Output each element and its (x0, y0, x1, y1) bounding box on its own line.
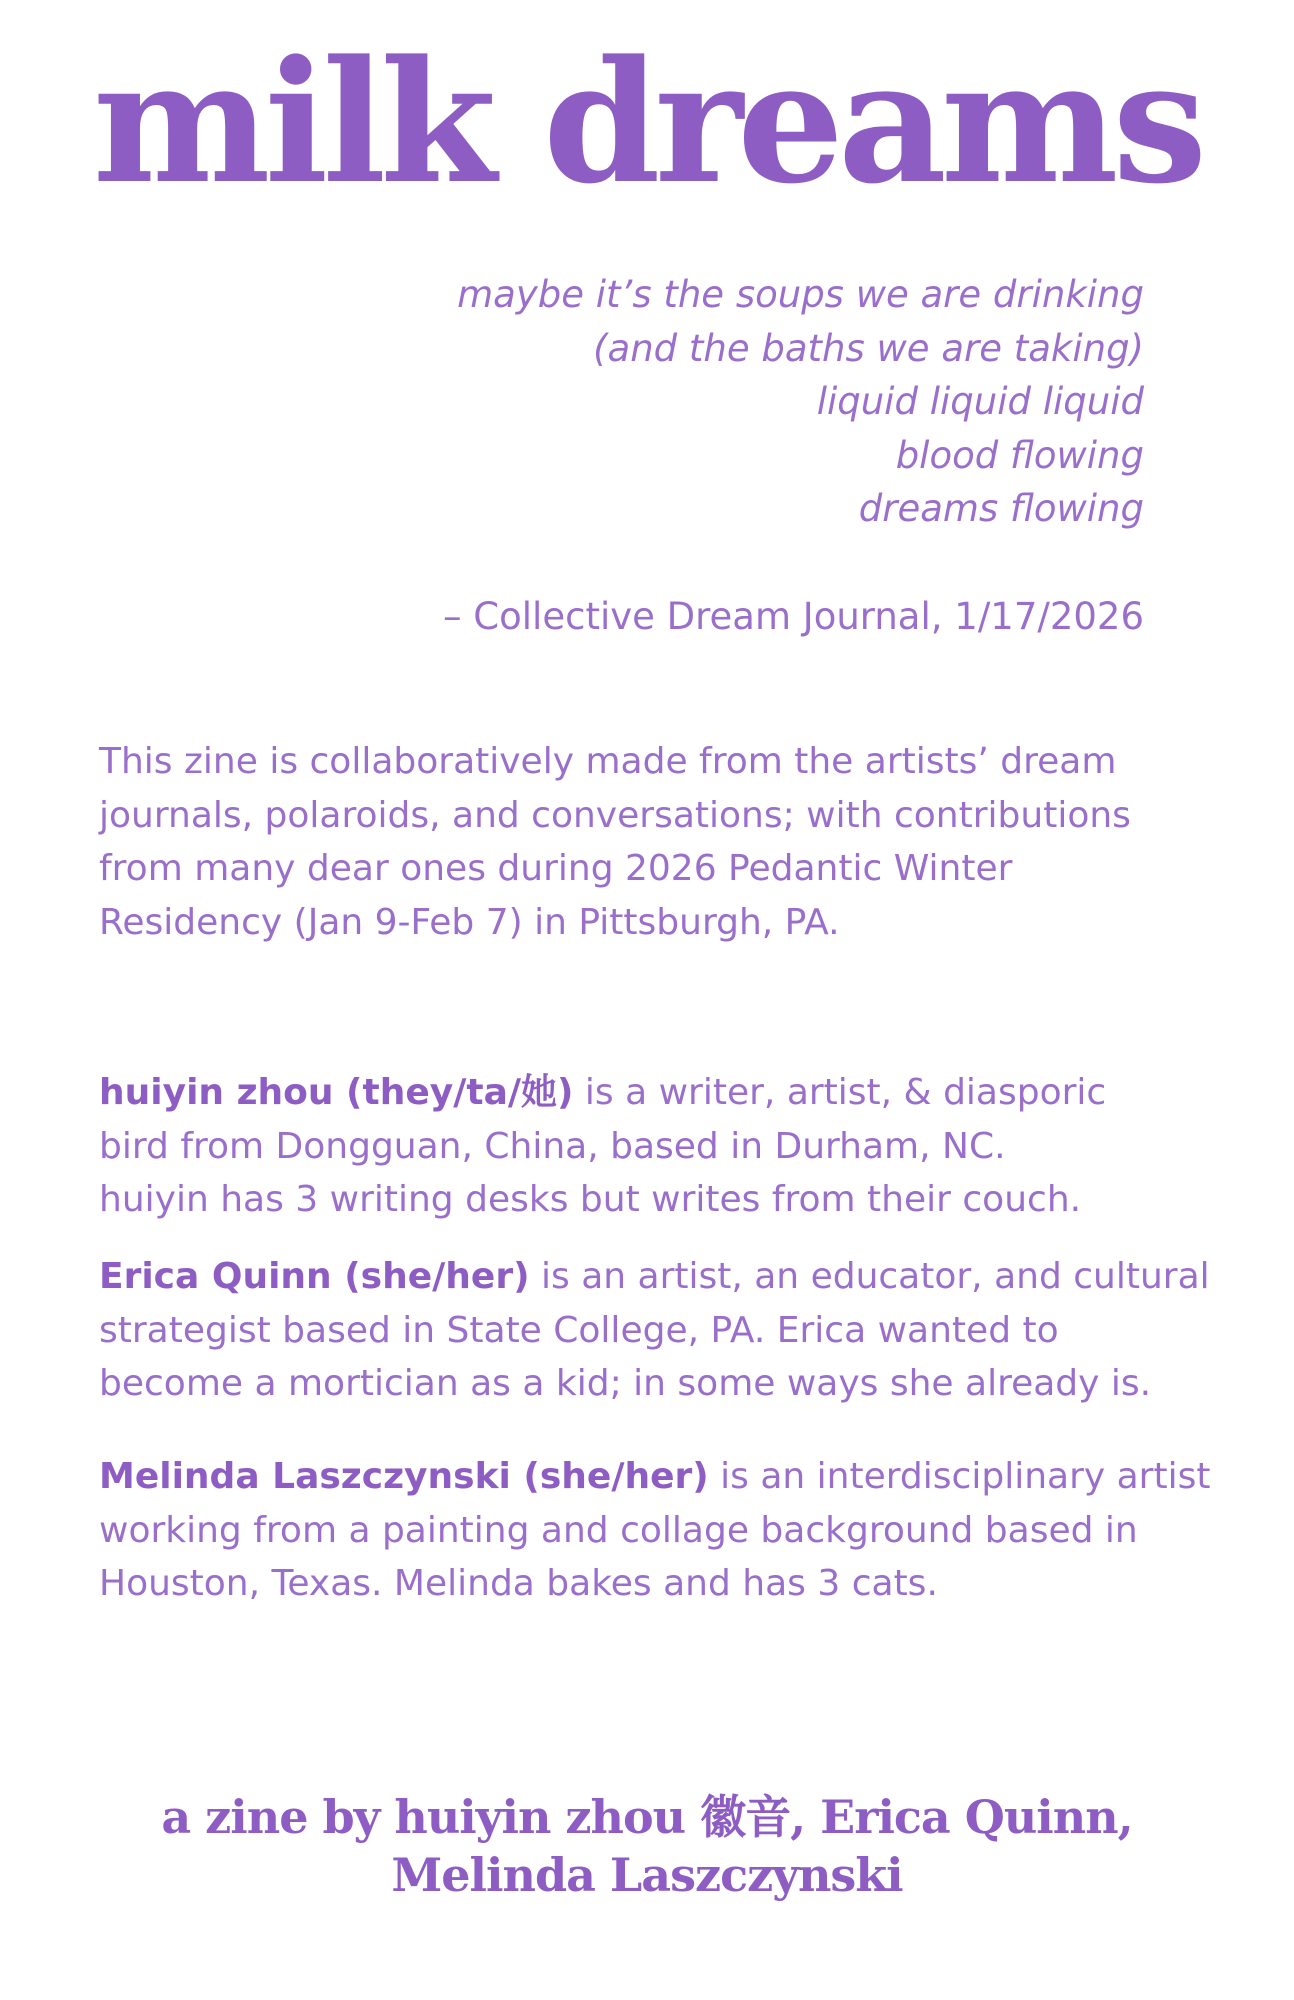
bio-text: is an artist, an educator, and cultural (529, 1256, 1210, 1297)
bio-text: is an interdisciplinary artist (708, 1456, 1211, 1497)
bio-text: is a writer, artist, & diasporic (573, 1072, 1107, 1113)
poem-line: dreams flowing (858, 487, 1144, 530)
bio-first-line (99, 1250, 1249, 1304)
zine-title: milk dreams (92, 23, 1202, 221)
bio-line: huiyin has 3 writing desks but writes from their couch. (99, 1179, 1082, 1220)
poem (344, 268, 1144, 536)
bio-first-line (99, 1066, 1249, 1120)
bio-name: Melinda Laszczynski (she/her) (99, 1456, 709, 1497)
credit-line: a zine by huiyin zhou 徽音, Erica Quinn, (161, 1790, 1133, 1844)
credit-line: Melinda Laszczynski (391, 1848, 903, 1902)
bio-first-line (99, 1450, 1249, 1504)
intro-paragraph (99, 735, 1199, 949)
bio-line: strategist based in State College, PA. Erica wanted to (99, 1309, 1059, 1351)
bio-erica-quinn (99, 1250, 1249, 1411)
intro-line: journals, polaroids, and conversations; with contributions (99, 794, 1131, 836)
poem-line: (and the baths we are taking) (593, 326, 1144, 370)
zine-credit (0, 1788, 1294, 1904)
poem-line: blood flowing (895, 433, 1144, 477)
intro-line: from many dear ones during 2026 Pedantic Winter (99, 848, 1013, 889)
poem-attribution: – Collective Dream Journal, 1/17/2026 (443, 595, 1144, 638)
bio-line: working from a painting and collage background based in (99, 1509, 1138, 1551)
bio-melinda-laszczynski (99, 1450, 1249, 1611)
intro-line: This zine is collaboratively made from the artists’ dream (99, 741, 1117, 782)
poem-line: liquid liquid liquid (816, 380, 1144, 423)
bio-name: huiyin zhou (they/ta/她) (99, 1072, 574, 1113)
poem-line: maybe it’s the soups we are drinking (457, 273, 1144, 316)
bio-name: Erica Quinn (she/her) (99, 1256, 530, 1297)
bio-line: bird from Dongguan, China, based in Durham, NC. (99, 1125, 1006, 1167)
bio-huiyin-zhou (99, 1066, 1249, 1227)
bio-line: Houston, Texas. Melinda bakes and has 3 cats. (99, 1563, 938, 1604)
bio-line: become a mortician as a kid; in some ways she already is. (99, 1363, 1152, 1404)
intro-line: Residency (Jan 9-Feb 7) in Pittsburgh, PA. (99, 901, 840, 943)
